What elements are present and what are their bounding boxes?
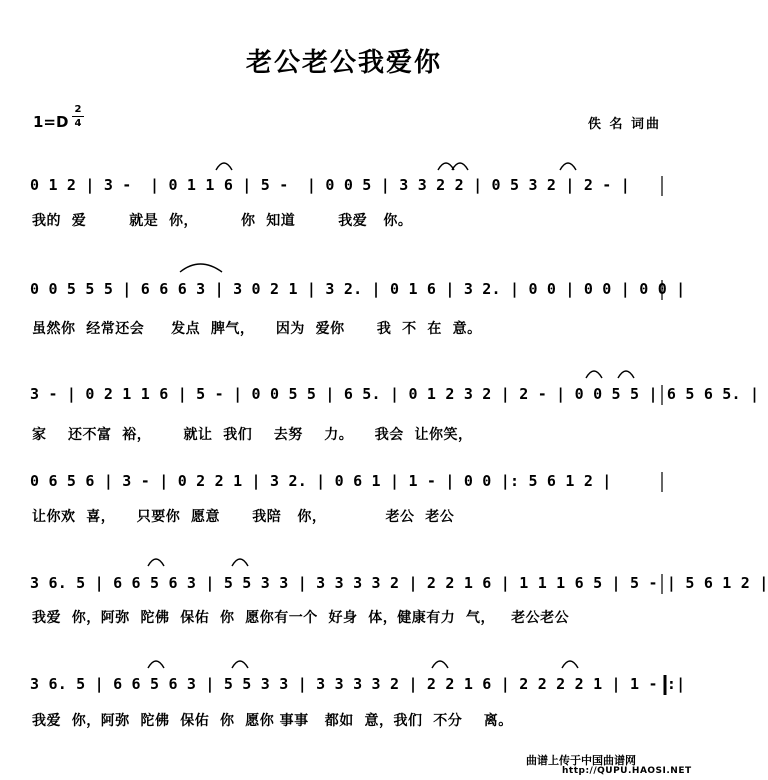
slur-arc — [586, 371, 602, 378]
slur-arc — [180, 264, 222, 272]
slur-arc — [432, 661, 448, 668]
slur-arc — [452, 163, 468, 170]
key-signature: 1=D — [33, 113, 69, 131]
staff-4-notes: 0 6 5 6 | 3 - | 0 2 2 1 | 3 2. | 0 6 1 | 1 - | 0 0 |: 5 6 1 2 | — [30, 472, 612, 490]
staff-4-lyrics: 让你欢 喜， 只要你 愿意 我陪 你， 老公 老公 — [32, 509, 455, 525]
slur-arc — [560, 163, 576, 170]
slur-arc — [618, 371, 634, 378]
slur-arc — [232, 661, 248, 668]
composer-credit: 佚 名 词曲 — [588, 117, 662, 132]
slur-arc — [148, 559, 164, 566]
footer-source: 曲谱上传于中国曲谱网 — [526, 754, 636, 767]
staff-2-lyrics: 虽然你 经常还会 发点 脾气， 因为 爱你 我 不 在 意。 — [32, 321, 482, 337]
staff-1-notes: 0 1 2 | 3 - | 0 1 1 6 | 5 - | 0 0 5 | 3 3 2 2 | 0 5 3 2 | 2 - | — [30, 176, 630, 194]
staff-5-notes: 3 6. 5 | 6 6 5 6 3 | 5 5 3 3 | 3 3 3 3 2 | 2 2 1 6 | 1 1 1 6 5 | 5 - | 5 6 1 2 | — [30, 574, 768, 592]
staff-3-notes: 3 - | 0 2 1 1 6 | 5 - | 0 0 5 5 | 6 5. | 0 1 2 3 2 | 2 - | 0 0 5 5 | 6 5 6 5. | — [30, 385, 760, 403]
staff-1-lyrics: 我的 爱 就是 你， 你 知道 我爱 你。 — [32, 213, 413, 229]
slur-arc — [232, 559, 248, 566]
staff-2-notes: 0 0 5 5 5 | 6 6 6 3 | 3 0 2 1 | 3 2. | 0 1 6 | 3 2. | 0 0 | 0 0 | 0 0 | — [30, 280, 686, 298]
time-signature-bottom: 4 — [74, 118, 82, 129]
slur-arc — [438, 163, 454, 170]
staff-6-notes: 3 6. 5 | 6 6 5 6 3 | 5 5 3 3 | 3 3 3 3 2 | 2 2 1 6 | 2 2 2 2 1 | 1 - :| — [30, 675, 686, 693]
staff-3-lyrics: 家 还不富 裕， 就让 我们 去努 力。 我会 让你笑， — [32, 427, 473, 443]
slur-arc — [562, 661, 578, 668]
song-title: 老公老公我爱你 — [245, 48, 442, 78]
time-signature-top: 2 — [74, 104, 82, 115]
slur-arc — [148, 661, 164, 668]
slur-arc — [216, 163, 232, 170]
staff-6-lyrics: 我爱 你，阿弥 陀佛 保佑 你 愿你 事事 都如 意，我们 不分 离。 — [32, 713, 513, 729]
footer-url: http://QUPU.HAOSI.NET — [562, 766, 692, 776]
staff-5-lyrics: 我爱 你，阿弥 陀佛 保佑 你 愿你有一个 好身 体，健康有力 气， 老公老公 — [32, 610, 570, 626]
